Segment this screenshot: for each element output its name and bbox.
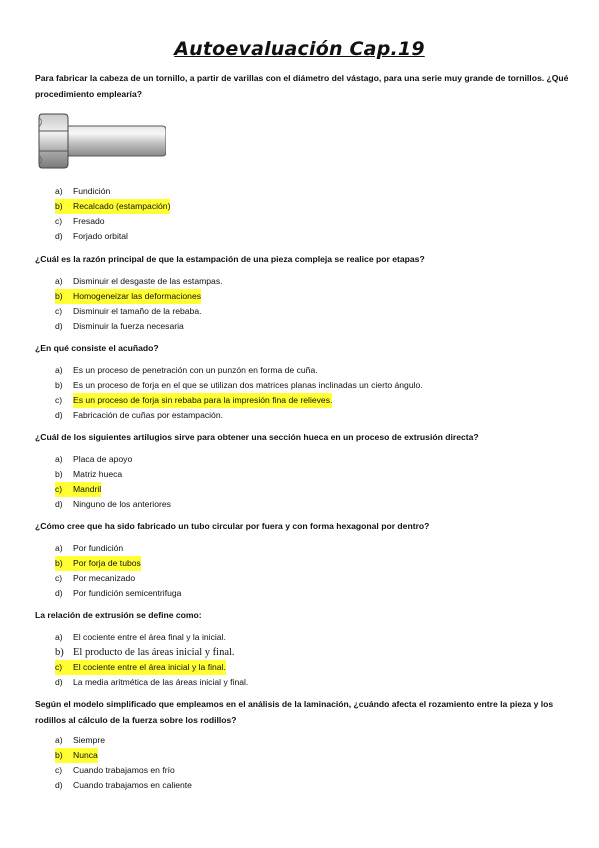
option-1d: d) Forjado orbital — [55, 231, 128, 241]
page-title: Autoevaluación Cap.19 — [174, 38, 425, 60]
question-1-text: Para fabricar la cabeza de un tornillo, a partir de varillas con el diámetro del vástago, para una serie muy grande de tornillos. ¿Qué procedimiento emplearía? — [35, 73, 569, 99]
option-2b-correct: b) Homogeneizar las deformaciones — [55, 289, 223, 304]
option-4a: a) Placa de apoyo — [55, 454, 133, 464]
option-3b: b) Es un proceso de forja en el que se utilizan dos matrices planas inclinadas un cierto ángulo. — [55, 380, 423, 390]
option-4d: d) Ninguno de los anteriores — [55, 499, 171, 509]
option-2c: c) Disminuir el tamaño de la rebaba. — [55, 306, 202, 316]
option-7d: d) Cuando trabajamos en caliente — [55, 780, 192, 790]
question-6-options — [55, 630, 248, 690]
option-1b-correct: b) Recalcado (estampación) — [55, 199, 170, 214]
question-5-text: ¿Cómo cree que ha sido fabricado un tubo circular por fuera y con forma hexagonal por dentro? — [35, 521, 430, 531]
question-5-options — [55, 541, 181, 601]
option-5b-correct: b) Por forja de tubos — [55, 556, 181, 571]
option-1a: a) Fundición — [55, 186, 111, 196]
question-3-options — [55, 363, 423, 423]
option-7a: a) Siempre — [55, 735, 105, 745]
option-6a: a) El cociente entre el área final y la inicial. — [55, 632, 226, 642]
option-6b: b) El producto de las áreas inicial y final. — [55, 647, 235, 658]
option-7c: c) Cuando trabajamos en frío — [55, 765, 175, 775]
question-4-text: ¿Cuál de los siguientes artilugios sirve para obtener una sección hueca en un proceso de extrusión directa? — [35, 432, 479, 442]
option-3a: a) Es un proceso de penetración con un punzón en forma de cuña. — [55, 365, 318, 375]
option-3c-correct: c) Es un proceso de forja sin rebaba para la impresión fina de relieves. — [55, 393, 423, 408]
question-4-options — [55, 452, 171, 512]
option-3d: d) Fabricación de cuñas por estampación. — [55, 410, 223, 420]
question-6-text: La relación de extrusión se define como: — [35, 610, 202, 620]
question-1-options — [55, 184, 170, 244]
option-6c-correct: c) El cociente entre el área inicial y la final. — [55, 660, 248, 675]
option-4b: b) Matriz hueca — [55, 469, 123, 479]
option-5c: c) Por mecanizado — [55, 573, 136, 583]
option-4c-correct: c) Mandril — [55, 482, 171, 497]
option-2d: d) Disminuir la fuerza necesaria — [55, 321, 184, 331]
question-2-options — [55, 274, 223, 334]
question-7-options — [55, 733, 192, 793]
question-2-text: ¿Cuál es la razón principal de que la estampación de una pieza compleja se realice por etapas? — [35, 254, 425, 264]
option-5a: a) Por fundición — [55, 543, 124, 553]
option-2a: a) Disminuir el desgaste de las estampas. — [55, 276, 223, 286]
question-7-text: Según el modelo simplificado que empleamos en el análisis de la laminación, ¿cuándo afecta el rozamiento entre la pieza y los rodillos al cálculo de la fuerza sobre los rodillos? — [35, 699, 554, 725]
bolt-illustration — [38, 111, 166, 171]
option-1c: c) Fresado — [55, 216, 105, 226]
question-3-text: ¿En qué consiste el acuñado? — [35, 343, 159, 353]
option-7b-correct: b) Nunca — [55, 748, 192, 763]
option-5d: d) Por fundición semicentrifuga — [55, 588, 182, 598]
option-6d: d) La media aritmética de las áreas inicial y final. — [55, 677, 249, 687]
